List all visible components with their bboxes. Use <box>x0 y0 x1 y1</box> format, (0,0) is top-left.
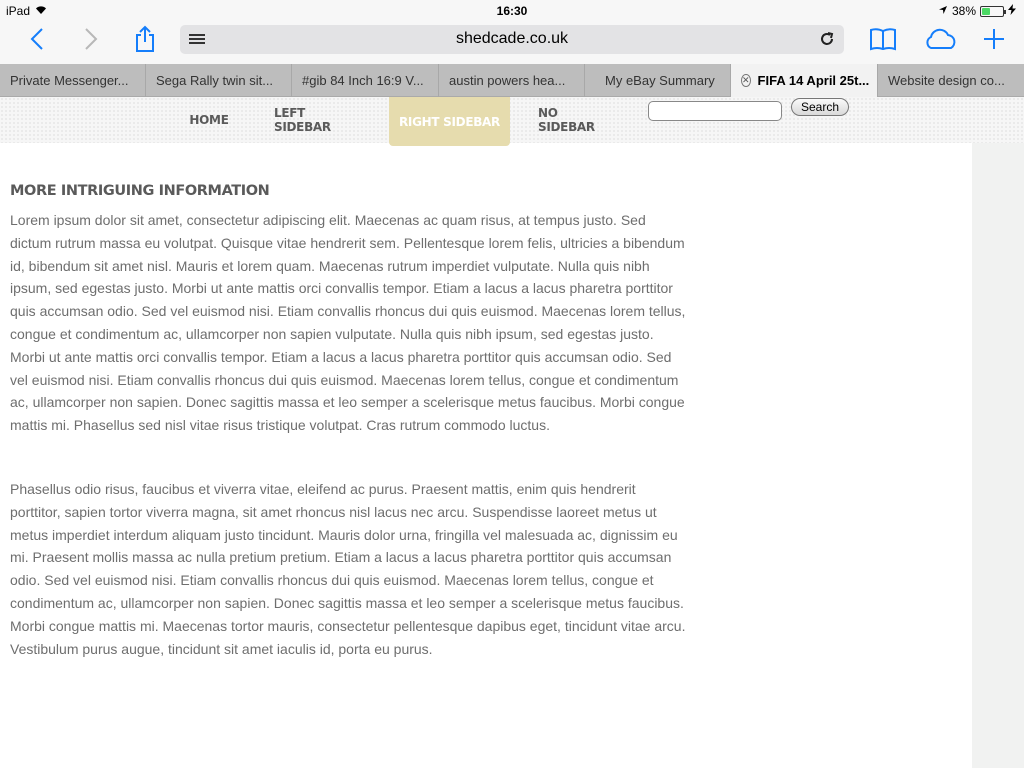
new-tab-button[interactable] <box>980 22 1008 56</box>
right-sidebar <box>972 143 1024 768</box>
battery-percent: 38% <box>951 4 976 18</box>
nav-right-sidebar[interactable]: RIGHT SIDEBAR <box>389 97 510 146</box>
search-button[interactable]: Search <box>791 98 849 116</box>
battery-icon <box>980 6 1004 17</box>
tab-active[interactable] <box>731 64 878 97</box>
share-button[interactable] <box>130 22 160 56</box>
close-tab-icon[interactable]: ✕ <box>742 75 750 85</box>
status-bar <box>0 0 1024 22</box>
reload-icon[interactable] <box>818 30 836 48</box>
address-text[interactable]: shedcade.co.uk <box>455 30 569 47</box>
forward-icon <box>84 27 98 51</box>
forward-button[interactable] <box>76 22 106 56</box>
icloud-tabs-icon <box>923 28 959 50</box>
status-right <box>938 4 1016 18</box>
back-button[interactable] <box>22 22 52 56</box>
nav-left-sidebar[interactable]: LEFT SIDEBAR <box>274 106 331 134</box>
tab[interactable] <box>878 64 1024 97</box>
tab-label: Sega Rally twin sit... <box>156 73 274 88</box>
tab-label: Website design co... <box>888 73 1005 88</box>
device-label: iPad <box>6 4 31 18</box>
charging-icon <box>1008 4 1016 18</box>
share-icon <box>134 25 156 53</box>
tab-label: My eBay Summary <box>605 73 715 88</box>
location-icon <box>938 4 948 18</box>
site-nav <box>0 97 1024 143</box>
tab[interactable] <box>585 64 731 97</box>
status-time: 16:30 <box>496 4 528 18</box>
tab[interactable] <box>292 64 439 97</box>
content-heading: MORE INTRIGUING INFORMATION <box>10 183 270 199</box>
bookmarks-icon <box>869 27 897 51</box>
nav-home[interactable]: HOME <box>189 113 229 127</box>
tab-label: #gib 84 Inch 16:9 V... <box>302 73 424 88</box>
content-paragraph: Lorem ipsum dolor sit amet, consectetur adipiscing elit. Maecenas ac quam risus, at tempus justo. Sed dictum rutrum massa eu volutpat. Quisque vitae hendrerit sem. Pellentesque lorem felis, ultricies a bibendum id, bibendum sit amet nisl. Mauris et lorem quam. Maecenas rutrum imperdiet vulputate. Nulla quis nibh ipsum, sed egestas justo. Morbi ut ante mattis orci convallis tempor. Etiam a lacus a lacus pharetra porttitor quis accumsan odio. Sed vel euismod nisi. Etiam convallis rhoncus dui quis euismod. Maecenas lorem tellus, congue et condimentum ac, ullamcorper non sapien vulputate. Nulla quis nibh ipsum, sed egestas justo. Morbi ut ante mattis orci convallis tempor. Etiam a lacus a lacus pharetra porttitor quis accumsan odio. Sed vel euismod nisi. Etiam convallis rhoncus dui quis euismod. Maecenas lorem tellus, congue et condimentum ac, ullamcorper non sapien. Donec sagittis massa et leo semper a scelerisque metus faucibus. Morbi congue mattis mi. Phasellus sed nisl vitae risus tristique volutpat. Cras rutrum commodo luctus. <box>10 212 686 434</box>
tab[interactable] <box>439 64 585 97</box>
tab[interactable] <box>0 64 146 97</box>
search-input[interactable] <box>648 101 782 121</box>
browser-toolbar <box>0 22 1024 64</box>
battery-level <box>982 8 990 15</box>
tab-label: FIFA 14 April 25t... <box>757 73 870 88</box>
tab-label: Private Messenger... <box>10 73 129 88</box>
content-paragraph: Phasellus odio risus, faucibus et viverra vitae, eleifend ac purus. Praesent mattis, enim quis hendrerit porttitor, sapien tortor viverra magna, sit amet rhoncus nisl lacus nec arcu. Suspendisse laoreet metus ut metus imperdiet interdum aliquam justo tincidunt. Mauris dolor urna, fringilla vel malesuada ac, dignissim eu mi. Praesent mollis massa ac nulla pretium pretium. Etiam a lacus a lacus pharetra porttitor quis accumsan odio. Sed vel euismod nisi. Etiam convallis rhoncus dui quis euismod. Maecenas lorem tellus, congue et condimentum ac, ullamcorper non sapien. Donec sagittis massa et leo semper a scelerisque metus faucibus. Morbi congue mattis mi. Maecenas tortor mauris, consectetur pellentesque dapibus eget, tincidunt vitae arcu. Vestibulum purus augue, tincidunt sit amet iaculis id, porta eu purus. <box>10 480 686 657</box>
tab-bar <box>0 64 1024 97</box>
main-content <box>10 183 690 660</box>
back-icon <box>30 27 44 51</box>
bookmarks-button[interactable] <box>866 22 900 56</box>
address-bar[interactable] <box>180 25 844 54</box>
nav-no-sidebar[interactable]: NO SIDEBAR <box>538 106 595 134</box>
tab[interactable] <box>146 64 292 97</box>
new-tab-icon <box>983 28 1005 50</box>
tab-label: austin powers hea... <box>449 73 566 88</box>
icloud-tabs-button[interactable] <box>920 22 962 56</box>
